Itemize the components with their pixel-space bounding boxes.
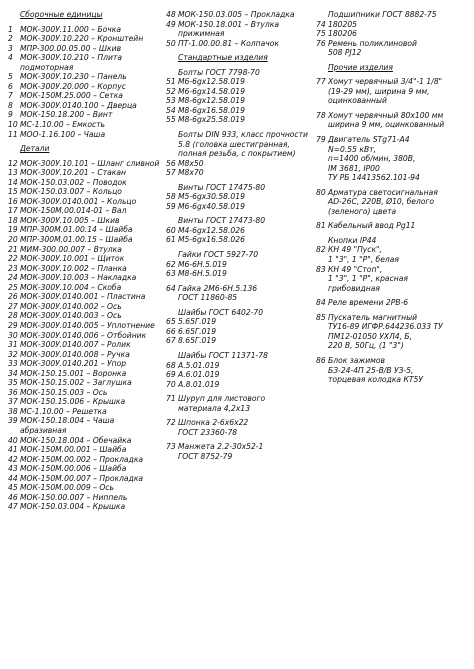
list-item [166, 394, 316, 413]
item-number: 40 [8, 435, 18, 445]
list-item [8, 321, 166, 331]
item-number: 6 [8, 81, 13, 91]
item-number: 59 [166, 201, 176, 211]
item-text: МОК-150.15.003 – Ось [20, 387, 108, 397]
list-item [316, 265, 468, 294]
list-item [8, 416, 166, 435]
list-item [8, 331, 166, 341]
list-item [166, 235, 316, 245]
item-number: 70 [166, 379, 176, 389]
item-text: МОК-300У.11.000 – Бочка [20, 24, 121, 34]
item-text: М6-6gх40.58.019 [178, 201, 245, 211]
list-item [8, 254, 166, 264]
item-number: 4 [8, 53, 13, 63]
item-number: 29 [8, 320, 18, 330]
section-heading: Прочие изделия [328, 62, 393, 72]
list-item [316, 29, 468, 39]
item-number: 76 [316, 38, 326, 48]
list-item [8, 130, 166, 140]
item-text: МОК-300У.0140.201 – Упор [20, 359, 127, 369]
item-number: 86 [316, 355, 326, 365]
item-number: 28 [8, 311, 18, 321]
item-text: МОК-300У.0140.002 – Ось [20, 301, 122, 311]
item-number: 80 [316, 187, 326, 197]
item-number: 75 [316, 29, 326, 39]
item-text: Шуруп для листового материала 4,2х13 [178, 394, 266, 413]
item-number: 62 [166, 259, 176, 269]
item-number: 83 [316, 264, 326, 274]
item-text: МОК-300У.10.004 – Скоба [20, 282, 122, 292]
item-text: М5-6gх30.58.019 [178, 192, 245, 202]
item-text: МОК-300У.20.000 – Корпус [20, 81, 126, 91]
list-item [316, 313, 468, 351]
list-item [8, 216, 166, 226]
item-number: 78 [316, 110, 326, 120]
item-number: 14 [8, 177, 18, 187]
item-number: 2 [8, 34, 13, 44]
list-item [8, 159, 166, 169]
item-number: 71 [166, 394, 176, 404]
item-number: 67 [166, 336, 176, 346]
item-number: 72 [166, 418, 176, 428]
item-number: 12 [8, 158, 18, 168]
list-item [166, 87, 316, 97]
item-number: 3 [8, 43, 13, 53]
item-number: 37 [8, 397, 18, 407]
item-text: М6-6gх14.58.019 [178, 86, 245, 96]
item-text: М8-6gх16.58.019 [178, 105, 245, 115]
list-item [8, 34, 166, 44]
item-text: МОО-1.16.100 – Чаша [20, 129, 106, 139]
item-number: 11 [8, 129, 18, 139]
item-text: МОК-150.18.001 – Втулка прижимная [178, 19, 279, 39]
item-number: 55 [166, 115, 176, 125]
item-text: Кабельный ввод Pg11 [328, 221, 416, 231]
list-item [166, 96, 316, 106]
item-number: 10 [8, 120, 18, 130]
item-number: 35 [8, 378, 18, 388]
list-item [166, 168, 316, 178]
item-text: МОК-150.15.006 – Крышка [20, 397, 126, 407]
list-item [8, 359, 166, 369]
item-number: 58 [166, 192, 176, 202]
item-number: 15 [8, 187, 18, 197]
item-number: 53 [166, 96, 176, 106]
item-text: МОК-300У.10.201 – Стакан [20, 168, 126, 178]
list-item [8, 25, 166, 35]
group-heading-text: Подшипники ГОСТ 8882-75 [328, 10, 437, 19]
item-text: МОК-300У.10.005 – Шкив [20, 215, 120, 225]
item-text: МИМ-300.00.007 – Втулка [20, 244, 122, 254]
item-number: 42 [8, 454, 18, 464]
item-text: М8-6gх25.58.019 [178, 115, 245, 125]
item-text: МОК-150.03.004 – Крышка [20, 502, 126, 512]
list-item [316, 188, 468, 217]
item-number: 66 [166, 326, 176, 336]
item-number: 26 [8, 292, 18, 302]
list-item [166, 370, 316, 380]
list-item [8, 350, 166, 360]
list-item [8, 436, 166, 446]
item-number: 68 [166, 360, 176, 370]
list-item [166, 115, 316, 125]
item-number: 45 [8, 483, 18, 493]
list-item [8, 168, 166, 178]
item-number: 27 [8, 301, 18, 311]
item-number: 38 [8, 406, 18, 416]
item-number: 54 [166, 105, 176, 115]
group-heading-text: Гайки ГОСТ 5927-70 [178, 250, 259, 260]
list-item [316, 77, 468, 106]
parts-column-2 [166, 10, 316, 461]
item-number: 77 [316, 77, 326, 87]
list-item [8, 91, 166, 101]
item-text: 180206 [328, 29, 357, 39]
group-heading [166, 351, 316, 361]
list-item [8, 445, 166, 455]
item-number: 24 [8, 273, 18, 283]
list-item [8, 369, 166, 379]
item-text: МОК-150.03.002 – Поводок [20, 177, 127, 187]
list-item [8, 283, 166, 293]
item-text: М5-6gх16.58.026 [178, 235, 245, 245]
group-heading-text: Винты ГОСТ 17473-80 [178, 216, 266, 226]
item-number: 48 [166, 10, 176, 19]
list-item [316, 221, 468, 231]
item-number: 18 [8, 215, 18, 225]
list-item [166, 106, 316, 116]
item-text: Арматура светосигнальная АD-26С, 220В, Ø10, белого (зеленого) цвета [328, 187, 438, 216]
group-heading [316, 10, 468, 20]
item-text: МОК-150.18.200 – Винт [20, 110, 113, 120]
item-text: МОК-300У.0140.005 – Уплотнение [20, 320, 155, 330]
item-text: М8х70 [178, 168, 204, 178]
list-item [8, 206, 166, 216]
item-text: МОК-300У.0140.007 – Ролик [20, 340, 131, 350]
item-number: 17 [8, 206, 18, 216]
item-text: Двигатель STg71-А4 N=0.55 кВт, n=1400 об/мин, 380В, IM 3681, IP00 ТУ РБ 14413562.101-94 [328, 135, 420, 183]
list-item [8, 235, 166, 245]
item-text: МОК-150М.00.009 – Ось [20, 483, 114, 493]
section-heading: Сборочные единицы [20, 10, 103, 19]
item-text: А.6.01.019 [178, 370, 220, 380]
item-text: МОК-150М.00.014-01 – Вал [20, 206, 127, 216]
item-text: КН 49 "Пуск", 1 "3", 1 "Р", белая [328, 245, 399, 265]
list-item [8, 340, 166, 350]
list-item [8, 72, 166, 82]
list-item [8, 110, 166, 120]
item-text: МОК-150М.00.006 – Шайба [20, 464, 127, 474]
list-item [166, 336, 316, 346]
list-item [166, 442, 316, 461]
item-number: 50 [166, 38, 176, 48]
item-number: 82 [316, 245, 326, 255]
item-text: МОК-150М.00.007 – Прокладка [20, 473, 144, 483]
item-text: Хомут червячный 3/4"-1 1/8" (19-29 мм), ширина 9 мм, оцинкованный [328, 77, 443, 106]
item-text: МОК-300У.10.101 – Шланг сливной [20, 158, 160, 168]
list-item [8, 397, 166, 407]
item-text: М6-6Н.5.019 [178, 259, 227, 269]
item-text: МС-1.10.00 – Решетка [20, 406, 107, 416]
list-item [166, 77, 316, 87]
item-number: 39 [8, 416, 18, 426]
item-number: 25 [8, 282, 18, 292]
list-item [8, 264, 166, 274]
list-item [166, 202, 316, 212]
group-heading-text: Винты ГОСТ 17475-80 [178, 182, 266, 192]
item-number: 33 [8, 359, 18, 369]
item-text: МОК-300У.0140.001 – Кольцо [20, 196, 137, 206]
list-item [316, 111, 468, 130]
item-number: 16 [8, 196, 18, 206]
list-item [8, 197, 166, 207]
list-item [316, 20, 468, 30]
item-text: Манжета 2.2-30х52-1 ГОСТ 8752-79 [178, 442, 264, 461]
list-item [166, 361, 316, 371]
section-heading: Стандартные изделия [178, 53, 268, 63]
list-item [8, 178, 166, 188]
group-heading-text: Болты DIN 933, класс прочности 5.8 (головка шестигранная, полная резьба, с покрытием) [178, 130, 308, 159]
item-text: МОК-150.18.004 – Обечайка [20, 435, 132, 445]
item-text: МОК-150.00.007 – Ниппель [20, 492, 128, 502]
item-number: 60 [166, 225, 176, 235]
list-item [8, 101, 166, 111]
item-number: 56 [166, 158, 176, 168]
item-text: МОК-300У.10.001 – Щиток [20, 254, 125, 264]
list-item [166, 192, 316, 202]
item-number: 51 [166, 77, 176, 87]
item-number: 1 [8, 24, 13, 34]
list-item [8, 464, 166, 474]
item-number: 23 [8, 263, 18, 273]
item-text: Пускатель магнитный ТУ16-89 ИГФР.644236.033 ТУ ПМ12-01050 УХЛ4, Б, 220 В, 50Гц, (1 "3") [328, 312, 443, 351]
parts-column-1 [8, 10, 166, 512]
item-number: 49 [166, 19, 176, 29]
item-text: МПР-300М.01.00.14 – Шайба [20, 225, 133, 235]
item-number: 34 [8, 368, 18, 378]
list-item [8, 82, 166, 92]
list-item [166, 20, 316, 39]
group-heading [166, 216, 316, 226]
item-text: М4-6gх12.58.026 [178, 225, 245, 235]
item-text: МОК-300У.10.220 – Кронштейн [20, 34, 144, 44]
list-item [8, 302, 166, 312]
item-number: 31 [8, 340, 18, 350]
group-heading [166, 130, 316, 159]
item-number: 57 [166, 168, 176, 178]
item-number: 5 [8, 72, 13, 82]
list-item [316, 298, 468, 308]
item-text: МОК-150.15.001 – Воронка [20, 368, 127, 378]
section-heading: Детали [20, 144, 50, 154]
list-item [316, 135, 468, 183]
group-heading-text: Шайбы ГОСТ 6402-70 [178, 307, 264, 317]
item-number: 7 [8, 91, 13, 101]
group-heading [166, 183, 316, 193]
item-text: МОК-300У.0140.006 – Отбойник [20, 330, 147, 340]
item-text: Шпонка 2-6х6х22 ГОСТ 23360-78 [178, 418, 249, 437]
item-number: 21 [8, 244, 18, 254]
list-item [8, 53, 166, 72]
item-number: 61 [166, 235, 176, 245]
item-number: 69 [166, 370, 176, 380]
list-item [316, 356, 468, 385]
list-item [166, 226, 316, 236]
item-text: МОК-300У.0140.100 – Дверца [20, 100, 137, 110]
item-text: ПТ-1.00.00.81 – Колпачок [178, 38, 280, 48]
list-item [166, 317, 316, 327]
item-text: Реле времени 2РВ-6 [328, 298, 409, 308]
list-item [166, 284, 316, 303]
item-number: 85 [316, 312, 326, 322]
list-item [8, 474, 166, 484]
item-text: МОК-150М.00.002 – Прокладка [20, 454, 144, 464]
list-item [8, 44, 166, 54]
item-text: МОК-150.15.002 – Заглушка [20, 378, 132, 388]
item-number: 74 [316, 19, 326, 29]
item-text: МПР-300.00.05.00 – Шкив [20, 43, 122, 53]
item-number: 73 [166, 442, 176, 452]
parts-column-3 [316, 10, 468, 385]
list-item [8, 388, 166, 398]
item-text: МОК-150.03.007 – Кольцо [20, 187, 122, 197]
item-number: 20 [8, 235, 18, 245]
list-item [166, 418, 316, 437]
item-text: МС-1.10.00 – Емкость [20, 120, 106, 130]
item-number: 46 [8, 492, 18, 502]
item-text: МОК-300У.0140.003 – Ось [20, 311, 122, 321]
item-text: 180205 [328, 19, 357, 29]
list-item [166, 10, 316, 20]
item-number: 22 [8, 254, 18, 264]
item-text: Хомут червячный 80х100 мм ширина 9 мм, оцинкованный [328, 110, 445, 130]
item-number: 84 [316, 298, 326, 308]
item-text: Гайка 2М6-6Н.5.136 ГОСТ 11860-85 [178, 283, 258, 303]
item-text: М8-6Н.5.019 [178, 269, 227, 279]
item-number: 8 [8, 100, 13, 110]
list-item [8, 455, 166, 465]
group-heading-text: Шайбы ГОСТ 11371-78 [178, 350, 268, 360]
item-number: 9 [8, 110, 13, 120]
list-item [8, 245, 166, 255]
item-number: 64 [166, 283, 176, 293]
list-item [8, 483, 166, 493]
list-item [8, 407, 166, 417]
item-text: МОК-150.03.005 – Прокладка [178, 10, 295, 19]
list-item [316, 245, 468, 264]
item-text: Блок зажимов БЗ-24-4П 25-В/В УЗ-5, торцевая колодка КТ5У [328, 355, 423, 385]
item-text: А.8.01.019 [178, 379, 220, 389]
item-number: 65 [166, 317, 176, 327]
group-heading [166, 308, 316, 318]
item-number: 47 [8, 502, 18, 512]
list-item [8, 292, 166, 302]
item-number: 19 [8, 225, 18, 235]
item-number: 30 [8, 330, 18, 340]
item-text: МОК-300У.10.002 – Планка [20, 263, 127, 273]
item-text: А.5.01.019 [178, 360, 220, 370]
item-text: МОК-300У.10.230 – Панель [20, 72, 127, 82]
item-number: 13 [8, 168, 18, 178]
item-number: 44 [8, 473, 18, 483]
item-text: 8.65Г.019 [178, 336, 217, 346]
item-text: МОК-300У.0140.008 – Ручка [20, 349, 130, 359]
item-number: 32 [8, 349, 18, 359]
item-text: Ремень поликлиновой 508 PJ12 [328, 38, 417, 58]
item-text: МПР-300М.01.00.15 – Шайба [20, 235, 133, 245]
item-text: М6-6gх12.58.019 [178, 77, 245, 87]
list-item [8, 187, 166, 197]
list-item [166, 380, 316, 390]
item-text: КН 49 "Стоп", 1 "3", 1 "Р", красная грибовидная [328, 264, 408, 293]
list-item [166, 327, 316, 337]
item-number: 41 [8, 445, 18, 455]
group-heading [316, 236, 468, 246]
list-item [8, 120, 166, 130]
list-item [8, 311, 166, 321]
item-text: 6.65Г.019 [178, 326, 217, 336]
list-item [8, 273, 166, 283]
item-number: 36 [8, 387, 18, 397]
item-text: МОК-150М.00.001 – Шайба [20, 445, 127, 455]
item-text: МОК-150.18.004 – Чаша абразивная [20, 416, 115, 435]
list-item [8, 225, 166, 235]
item-text: М8х50 [178, 158, 204, 168]
list-item [166, 39, 316, 49]
list-item [166, 260, 316, 270]
item-text: МОК-300У.10.210 – Плита подмоторная [20, 53, 122, 72]
list-item [8, 493, 166, 503]
item-text: 5.65Г.019 [178, 317, 217, 327]
group-heading [166, 68, 316, 78]
item-text: МОК-300У.0140.001 – Пластина [20, 292, 146, 302]
list-item [8, 502, 166, 512]
item-text: МОК-150М.25.000 – Сетка [20, 91, 123, 101]
item-number: 43 [8, 464, 18, 474]
group-heading-text: Кнопки IP44 [328, 235, 377, 245]
list-item [8, 378, 166, 388]
list-item [166, 269, 316, 279]
item-number: 81 [316, 221, 326, 231]
item-number: 52 [166, 86, 176, 96]
list-item [316, 39, 468, 58]
list-item [166, 159, 316, 169]
group-heading-text: Болты ГОСТ 7798-70 [178, 67, 260, 77]
group-heading [166, 250, 316, 260]
item-number: 63 [166, 269, 176, 279]
item-number: 79 [316, 135, 326, 145]
item-text: МОК-300У.10.003 – Накладка [20, 273, 137, 283]
item-text: М8-6gх12.58.019 [178, 96, 245, 106]
